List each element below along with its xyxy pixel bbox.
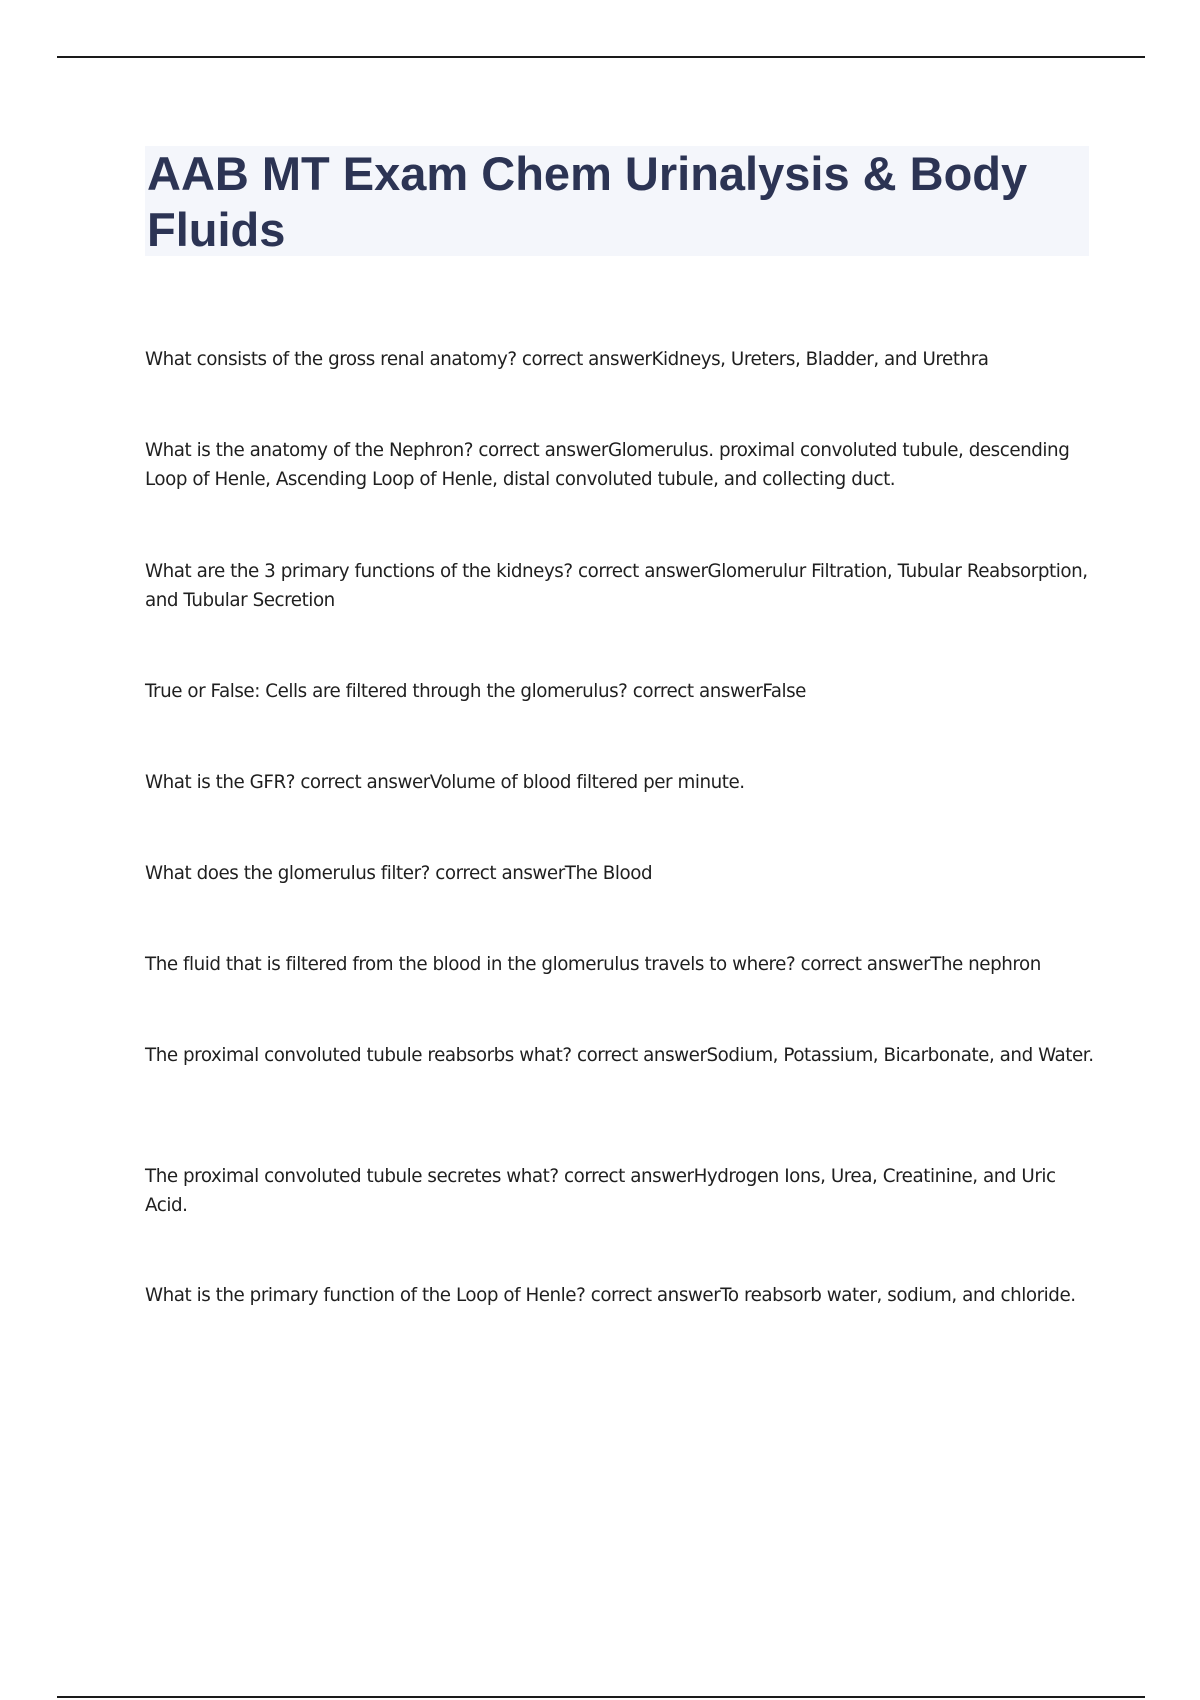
qa-item: What is the primary function of the Loop of Henle? correct answerTo reabsorb water, sodium, and chloride. — [145, 1285, 1076, 1306]
qa-item: What does the glomerulus filter? correct answerThe Blood — [145, 863, 653, 884]
top-rule — [57, 56, 1145, 58]
qa-item: What is the GFR? correct answerVolume of blood filtered per minute. — [145, 772, 745, 793]
qa-item: The proximal convoluted tubule reabsorbs what? correct answerSodium, Potassium, Bicarbonate, and Water. — [145, 1045, 1094, 1066]
bottom-rule — [57, 1696, 1145, 1698]
title-banner — [145, 146, 1089, 256]
qa-item: True or False: Cells are filtered through the glomerulus? correct answerFalse — [145, 681, 806, 702]
qa-item: What is the anatomy of the Nephron? correct answerGlomerulus. proximal convoluted tubule, descending Loop of Henle, Ascending Loop of Henle, distal convoluted tubule, and collecting duct. — [145, 440, 1070, 490]
qa-item: The fluid that is filtered from the blood in the glomerulus travels to where? correct answerThe nephron — [145, 954, 1041, 975]
qa-item: The proximal convoluted tubule secretes what? correct answerHydrogen Ions, Urea, Creatinine, and Uric Acid. — [145, 1166, 1056, 1216]
document-title: AAB MT Exam Chem Urinalysis & Body Fluids — [147, 147, 1028, 256]
qa-item: What consists of the gross renal anatomy? correct answerKidneys, Ureters, Bladder, and Urethra — [145, 349, 989, 370]
qa-item: What are the 3 primary functions of the kidneys? correct answerGlomerulur Filtration, Tubular Reabsorption, and Tubular Secretion — [145, 561, 1088, 611]
